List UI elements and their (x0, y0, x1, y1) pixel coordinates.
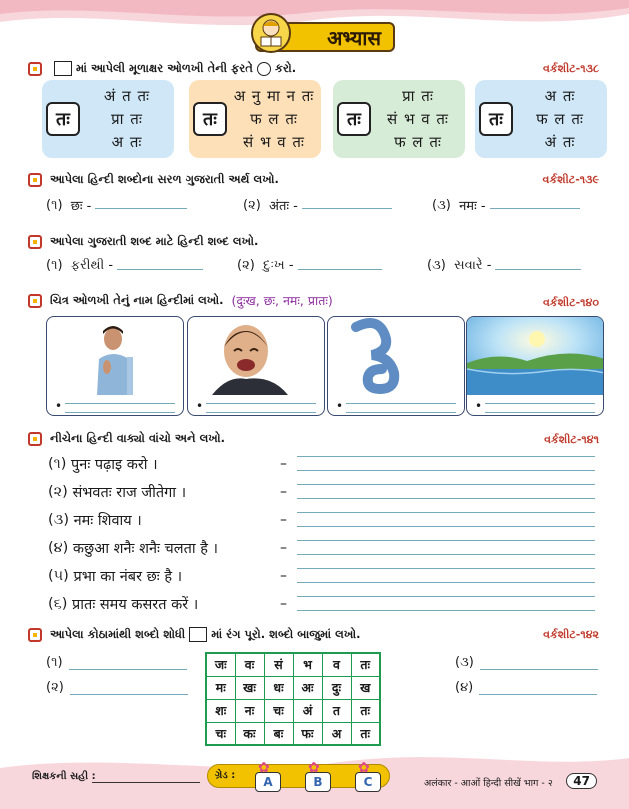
meaning-question (432, 196, 580, 214)
grid-cell[interactable]: सं (264, 653, 293, 676)
answer-line[interactable] (65, 412, 175, 413)
worksheet-label: વર્કશીટ-૧૪૧ (544, 433, 599, 446)
writing-line[interactable] (297, 470, 595, 471)
translate-question (46, 258, 203, 273)
book-title: अलंकार - आओं हिन्दी सीखें भाग - २ (424, 778, 553, 789)
writing-line[interactable] (297, 540, 595, 541)
section5-instruction: નીચેના હિન્દી વાક્યો વાંચો અને લખો. (50, 431, 226, 445)
sentence-text: प्रातः समय कसरत करें । (72, 597, 199, 613)
section1-instruction: માં આપેલી મૂળાક્ષર ઓળખી તેની ફરતે (76, 61, 253, 75)
slot-number: (૪) (455, 680, 474, 695)
word[interactable]: फ ल तः (536, 109, 584, 128)
section-bullet-icon (28, 62, 42, 76)
crying-boy-image (188, 317, 325, 395)
grade-label: ગ્રેડ : (215, 770, 236, 781)
answer-slot (46, 680, 188, 695)
section-bullet-icon (28, 235, 42, 249)
grid-cell[interactable]: धः (264, 676, 293, 699)
sentence-number: (૫) (48, 568, 69, 584)
section-bullet-icon (28, 294, 42, 308)
question-number: (૩) (427, 258, 446, 273)
section3-heading (28, 234, 258, 249)
writing-line[interactable] (297, 568, 595, 569)
answer-line[interactable] (206, 412, 316, 413)
question-word: नमः - (459, 199, 486, 214)
word[interactable]: अ तः (111, 133, 143, 152)
writing-line[interactable] (297, 554, 595, 555)
slot-number: (૧) (46, 655, 63, 670)
grid-cell[interactable]: शः (206, 699, 235, 722)
word[interactable]: अं तः (544, 133, 576, 152)
answer-line[interactable] (480, 658, 598, 670)
answer-slot (455, 680, 597, 695)
answer-line[interactable] (346, 412, 456, 413)
grid-cell[interactable]: अ (322, 722, 351, 745)
answer-line[interactable] (117, 262, 203, 270)
question-word: સવારે - (454, 258, 492, 273)
sentence-dash: – (280, 596, 287, 612)
sentence-dash: – (280, 540, 287, 556)
word[interactable]: प्रा तः (111, 109, 143, 128)
sentence-text: नमः शिवाय । (73, 513, 142, 529)
answer-line[interactable] (298, 262, 382, 270)
grid-cell[interactable]: चः (206, 722, 235, 745)
signature-line[interactable] (92, 782, 200, 783)
word-search-grid (205, 652, 381, 746)
answer-line[interactable] (70, 683, 188, 695)
akshar-key: तः (46, 102, 80, 136)
sentence-text: पुनः पढ़ाइ करो । (71, 457, 158, 473)
worksheet-label: વર્કશીટ-૧૩૮ (543, 62, 599, 75)
answer-line[interactable] (485, 403, 595, 404)
grid-cell[interactable]: कः (235, 722, 264, 745)
sentence-dash: – (280, 484, 287, 500)
square-box-icon (189, 627, 207, 642)
sentence-text: प्रभा का नंबर छः है । (73, 569, 183, 585)
section-bullet-icon (28, 173, 42, 187)
grid-cell[interactable]: फः (293, 722, 322, 745)
akshar-box (42, 80, 174, 158)
bullet-dot: • (196, 399, 204, 413)
worksheet-label: વર્કશીટ-૧૪૨ (543, 628, 599, 641)
writing-line[interactable] (297, 596, 595, 597)
word[interactable]: सं भ व तः (243, 133, 305, 152)
grid-cell[interactable]: अं (293, 699, 322, 722)
sentence-row (48, 454, 158, 474)
translate-question (237, 258, 382, 273)
word[interactable]: फ ल तः (250, 109, 298, 128)
question-word: ફરીથી - (70, 258, 114, 273)
section1-instruction-end: કરો. (274, 61, 297, 75)
sentence-row (48, 566, 182, 586)
akshar-box (475, 80, 607, 158)
word[interactable]: फ ल तः (394, 133, 442, 152)
section3-instruction: આપેલા ગુજરાતી શબ્દ માટે હિન્દી શબ્દ લખો. (50, 234, 259, 248)
grid-cell[interactable]: तः (351, 699, 380, 722)
sentence-row (48, 510, 142, 530)
writing-line[interactable] (297, 456, 595, 457)
akshar-key: तः (337, 102, 371, 136)
akshar-box (189, 80, 321, 158)
circle-icon (257, 62, 271, 76)
section4-heading (28, 292, 333, 309)
grid-cell[interactable]: तः (351, 722, 380, 745)
grid-cell[interactable]: भ (293, 653, 322, 676)
word[interactable]: अ तः (544, 86, 576, 105)
numeral-six-image (328, 317, 465, 395)
writing-line[interactable] (297, 484, 595, 485)
bullet-dot: • (55, 399, 63, 413)
word[interactable]: प्रा तः (402, 86, 434, 105)
grid-cell[interactable]: नः (235, 699, 264, 722)
writing-line[interactable] (297, 582, 595, 583)
grid-cell[interactable]: अः (293, 676, 322, 699)
grid-cell[interactable]: वः (235, 653, 264, 676)
answer-line[interactable] (65, 403, 175, 404)
akshar-box (333, 80, 465, 158)
answer-line[interactable] (95, 201, 187, 209)
answer-line[interactable] (69, 658, 187, 670)
question-word: દુઃખ - (263, 258, 294, 273)
question-number: (૧) (46, 197, 63, 213)
grid-cell[interactable]: खः (235, 676, 264, 699)
answer-slot (455, 655, 598, 670)
question-word: अंतः - (269, 199, 298, 214)
word[interactable]: अं त तः (103, 86, 151, 105)
grid-cell[interactable]: जः (206, 653, 235, 676)
word[interactable]: अ नु मा न तः (233, 86, 315, 105)
sentence-dash: – (280, 512, 287, 528)
sentence-row (48, 594, 198, 614)
section5-heading (28, 431, 225, 446)
answer-line[interactable] (302, 201, 392, 209)
answer-line[interactable] (206, 403, 316, 404)
bullet-dot: • (475, 399, 483, 413)
sentence-row (48, 482, 186, 502)
sentence-text: संभवतः राज जीतेगा । (72, 485, 187, 501)
grid-cell[interactable]: तः (351, 653, 380, 676)
picture-card-sunrise (466, 316, 604, 416)
teacher-signature-label: શિક્ષકની સહી : (32, 771, 96, 782)
writing-line[interactable] (297, 498, 595, 499)
grid-cell[interactable]: व (322, 653, 351, 676)
sentence-number: (૩) (48, 512, 69, 528)
section4-hint: (दुःख, छः, नमः, प्रातः) (231, 293, 333, 308)
word[interactable]: सं भ व तः (387, 109, 449, 128)
question-number: (૨) (237, 258, 255, 273)
grade-b-box[interactable]: B (305, 772, 331, 792)
question-number: (૩) (432, 197, 451, 213)
answer-line[interactable] (485, 412, 595, 413)
child-reading-icon (250, 12, 292, 54)
grid-cell[interactable]: बः (264, 722, 293, 745)
worksheet-label: વર્કશીટ-૧૪૦ (542, 296, 599, 309)
answer-slot (46, 655, 187, 670)
akshar-key: तः (193, 102, 227, 136)
grid-cell[interactable]: चः (264, 699, 293, 722)
sentence-number: (૧) (48, 456, 67, 472)
page-number: 47 (566, 773, 597, 789)
section2-instruction: આપેલા હિન્દી શબ્દોના સરળ ગુજરાતી અર્થ લખો. (50, 172, 279, 186)
star-icon: ✿ (308, 760, 320, 776)
question-number: (૨) (243, 197, 261, 213)
answer-line[interactable] (490, 201, 580, 209)
star-icon: ✿ (358, 760, 370, 776)
praying-boy-image (47, 317, 184, 395)
sentence-row (48, 538, 218, 558)
section1-heading (28, 61, 296, 76)
meaning-question (243, 196, 392, 214)
question-word: छः - (70, 199, 92, 214)
page-title: अभ्यास (327, 25, 381, 50)
worksheet-label: વર્કશીટ-૧૩૯ (542, 173, 599, 186)
question-number: (૧) (46, 258, 63, 273)
picture-card-numeral-six (327, 316, 465, 416)
translate-question (427, 258, 581, 273)
slot-number: (૨) (46, 680, 64, 695)
section6-heading (28, 627, 361, 642)
bullet-dot: • (336, 399, 344, 413)
writing-line[interactable] (297, 610, 595, 611)
section6-instruction-end: માં રંગ પૂરો. શબ્દો બાજુમાં લખો. (211, 627, 361, 641)
sentence-number: (૪) (48, 540, 69, 556)
section2-heading (28, 172, 279, 187)
grid-cell[interactable]: मः (206, 676, 235, 699)
grid-cell[interactable]: ख (351, 676, 380, 699)
sentence-dash: – (280, 456, 287, 472)
sentence-number: (૨) (48, 484, 68, 500)
picture-card-crying-boy (187, 316, 325, 416)
sentence-dash: – (280, 568, 287, 584)
sunrise-image (467, 317, 604, 395)
grade-a-box[interactable]: A (255, 772, 281, 792)
slot-number: (૩) (455, 655, 474, 670)
section-bullet-icon (28, 432, 42, 446)
section6-instruction: આપેલા કોઠામાંથી શબ્દો શોધી (50, 627, 186, 641)
answer-line[interactable] (479, 683, 597, 695)
grid-cell[interactable]: त (322, 699, 351, 722)
grid-cell[interactable]: दुः (322, 676, 351, 699)
sentence-number: (૬) (48, 596, 68, 612)
writing-line[interactable] (297, 512, 595, 513)
section4-instruction: ચિત્ર ઓળખી તેનું નામ હિન્દીમાં લખો. (50, 293, 224, 307)
sentence-text: कछुआ शनैः शनैः चलता है । (72, 541, 219, 557)
grade-c-box[interactable]: C (355, 772, 381, 792)
section-bullet-icon (28, 628, 42, 642)
star-icon: ✿ (258, 760, 270, 776)
answer-line[interactable] (346, 403, 456, 404)
meaning-question (46, 196, 187, 214)
writing-line[interactable] (297, 526, 595, 527)
picture-card-praying-boy (46, 316, 184, 416)
akshar-key: तः (479, 102, 513, 136)
square-box-icon (54, 61, 72, 76)
answer-line[interactable] (495, 262, 581, 270)
